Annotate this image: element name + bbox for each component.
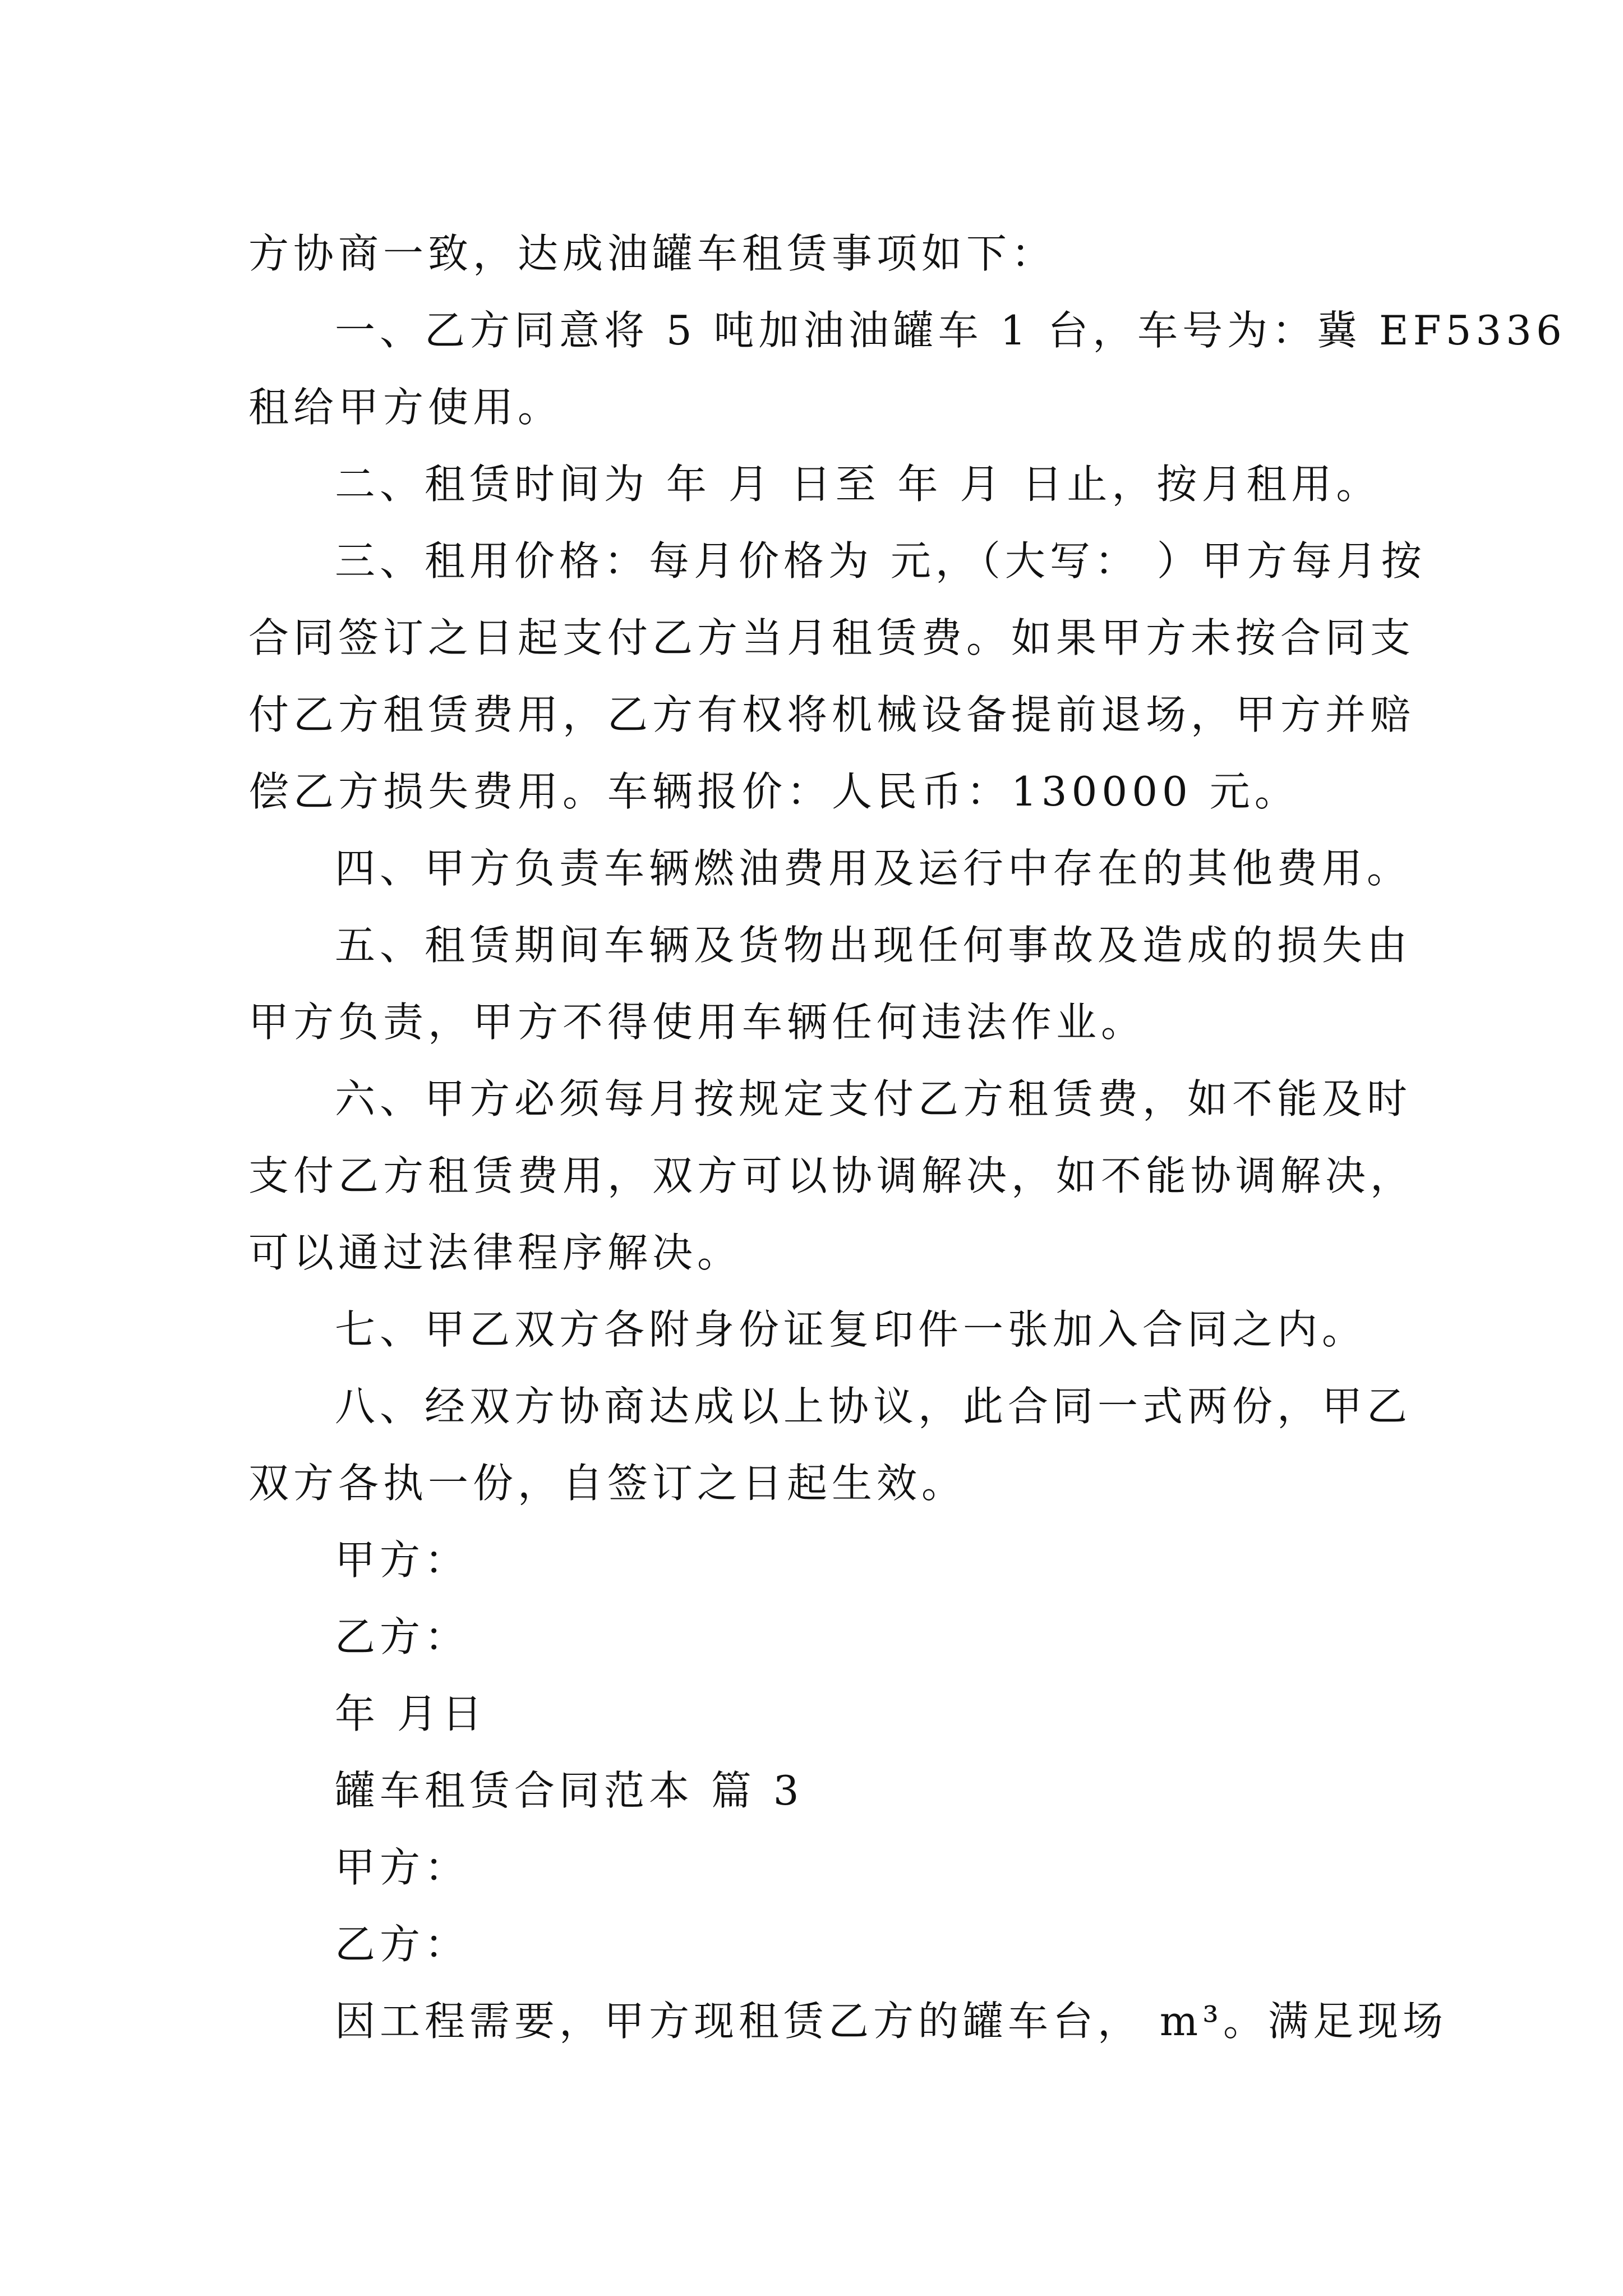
party-b-label: 乙方： [335,1921,470,1968]
signature-date: 年 月日 [335,1690,487,1737]
section-title: 罐车租赁合同范本 篇 3 [335,1767,804,1814]
text-line: 方协商一致，达成油罐车租赁事项如下： [248,230,1057,277]
text-line: 四、甲方负责车辆燃油费用及运行中存在的其他费用。 [335,845,1412,892]
text-line: 一、乙方同意将 5 吨加油油罐车 1 台，车号为：冀 EF5336 [335,307,1566,354]
signature-label-party-a: 甲方： [335,1536,470,1584]
text-line: 付乙方租赁费用，乙方有权将机械设备提前退场，甲方并赔 [248,691,1415,738]
text-line: 八、经双方协商达成以上协议，此合同一式两份，甲乙 [335,1383,1412,1430]
text-line: 支付乙方租赁费用，双方可以协调解决，如不能协调解决， [248,1152,1415,1199]
text-line: 合同签订之日起支付乙方当月租赁费。如果甲方未按合同支 [248,614,1415,661]
text-line: 偿乙方损失费用。车辆报价：人民币：130000 元。 [248,768,1299,815]
signature-label-party-b: 乙方： [335,1613,470,1660]
text-line: 可以通过法律程序解决。 [248,1229,743,1276]
text-line: 双方各执一份，自签订之日起生效。 [248,1460,967,1507]
text-line: 租给甲方使用。 [248,384,563,431]
text-line: 因工程需要，甲方现租赁乙方的罐车台， m³。满足现场 [335,1998,1448,2045]
text-line: 六、甲方必须每月按规定支付乙方租赁费，如不能及时 [335,1075,1412,1122]
document-body [248,215,1566,2060]
text-line: 七、甲乙双方各附身份证复印件一张加入合同之内。 [335,1306,1367,1353]
party-a-label: 甲方： [335,1844,470,1891]
text-line: 五、租赁期间车辆及货物出现任何事故及造成的损失由 [335,922,1412,969]
text-line: 三、租用价格：每月价格为 元，（大写： ）甲方每月按 [335,537,1426,585]
text-line: 二、租赁时间为 年 月 日至 年 月 日止，按月租用。 [335,461,1381,508]
text-line: 甲方负责，甲方不得使用车辆任何违法作业。 [248,999,1146,1046]
